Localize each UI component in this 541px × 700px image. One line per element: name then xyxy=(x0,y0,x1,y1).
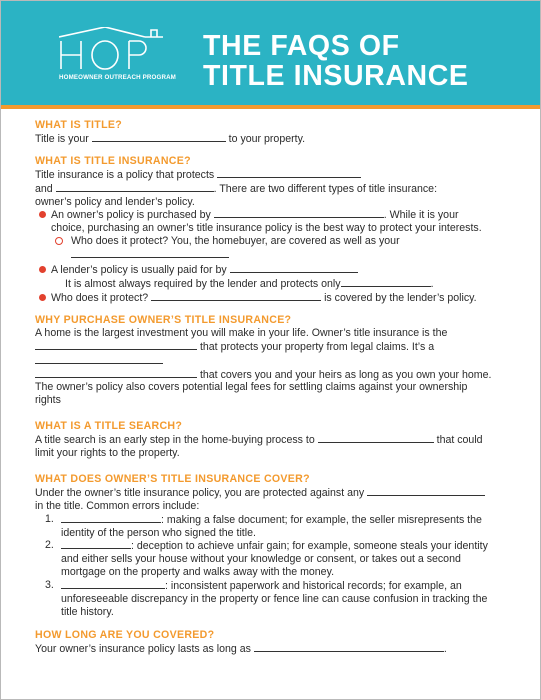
heading-how-long: HOW LONG ARE YOU COVERED? xyxy=(35,628,215,641)
s3-line-2: that protects your property from legal claims. It’s a xyxy=(35,340,505,368)
s3-line-3: that covers you and your heirs as long as you own your home. xyxy=(35,368,505,382)
s3-line-1: A home is the largest investment you will make in your life. Owner’s title insurance is the xyxy=(35,326,448,339)
blank[interactable] xyxy=(35,354,163,364)
title-line-2: TITLE INSURANCE xyxy=(203,60,469,92)
faq-body xyxy=(35,119,505,656)
heading-why-purchase: WHY PURCHASE OWNER’S TITLE INSURANCE? xyxy=(35,313,292,326)
heading-what-is-title-insurance: WHAT IS TITLE INSURANCE? xyxy=(35,154,191,167)
house-logo-icon xyxy=(59,27,179,73)
blank[interactable] xyxy=(61,513,161,523)
s3-line-4: The owner’s policy also covers potential legal fees for settling claims against your ownership xyxy=(35,381,468,394)
blank[interactable] xyxy=(35,368,197,378)
blank[interactable] xyxy=(367,486,485,496)
list-item-3: 3. : inconsistent paperwork and historical records; for example, an unforeseeable discrepancy in the property or fence line can cause confusion in tracking the title history. xyxy=(45,579,488,618)
bullet-dot-icon xyxy=(39,294,46,301)
blank[interactable] xyxy=(56,182,214,192)
blank[interactable] xyxy=(214,208,384,218)
bullet-owner-policy: An owner’s policy is purchased by . While it is your choice, purchasing an owner’s title insurance policy is the best way to protect your interests. xyxy=(37,208,505,235)
blank[interactable] xyxy=(92,132,226,142)
s4-line-1: A title search is an early step in the home-buying process to that could xyxy=(35,434,483,447)
s5-line-2: in the title. Common errors include: xyxy=(35,499,200,512)
ring-bullet-icon xyxy=(55,237,63,245)
s2-line-3: owner’s policy and lender’s policy. xyxy=(35,195,195,208)
s3-line-5: rights xyxy=(35,394,61,407)
s1-line: Title is your to your property. xyxy=(35,132,306,145)
list-item-2: 2. : deception to achieve unfair gain; for example, someone steals your identity and either sells your house without your knowledge or consent, or takes out a second mortgage on the property and walks away with the money. xyxy=(45,539,488,579)
heading-what-cover: WHAT DOES OWNER’S TITLE INSURANCE COVER? xyxy=(35,472,310,485)
heading-title-search: WHAT IS A TITLE SEARCH? xyxy=(35,420,183,433)
s6-line-1: Your owner’s insurance policy lasts as long as . xyxy=(35,642,447,655)
blank[interactable] xyxy=(151,291,321,301)
blank[interactable] xyxy=(35,340,197,350)
s5-line-1: Under the owner’s title insurance policy, you are protected against any xyxy=(35,486,505,500)
bullet-dot-icon xyxy=(39,266,46,273)
blank[interactable] xyxy=(61,539,131,549)
bullet-dot-icon xyxy=(39,211,46,218)
blank[interactable] xyxy=(61,579,165,589)
heading-what-is-title: WHAT IS TITLE? xyxy=(35,119,122,131)
s4-line-2: limit your rights to the property. xyxy=(35,447,180,460)
blank[interactable] xyxy=(318,433,434,443)
title-line-1: THE FAQS OF xyxy=(203,30,400,62)
blank[interactable] xyxy=(71,248,229,258)
list-item-1: 1. : making a false document; for example, the seller misrepresents the identity of the person who signed the title. xyxy=(45,512,482,539)
page-title xyxy=(203,31,469,91)
blank[interactable] xyxy=(217,168,361,178)
bullet-who-protected-lender: Who does it protect? is covered by the lender’s policy. xyxy=(37,291,505,305)
blank[interactable] xyxy=(230,263,358,273)
blank[interactable] xyxy=(341,277,431,287)
blank[interactable] xyxy=(254,642,444,652)
s2-line-2: and . There are two different types of title insurance: xyxy=(35,182,438,195)
orange-divider xyxy=(1,105,540,109)
sub-bullet-who-protected: Who does it protect? You, the homebuyer, are covered as well as your xyxy=(49,235,505,261)
logo-subtitle: HOMEOWNER OUTREACH PROGRAM xyxy=(59,74,176,81)
bullet-lender-policy: A lender’s policy is usually paid for by It is almost always required by the lender and protects only . xyxy=(37,263,505,291)
s2-line-1: Title insurance is a policy that protects xyxy=(35,168,505,182)
header-banner xyxy=(1,1,540,105)
